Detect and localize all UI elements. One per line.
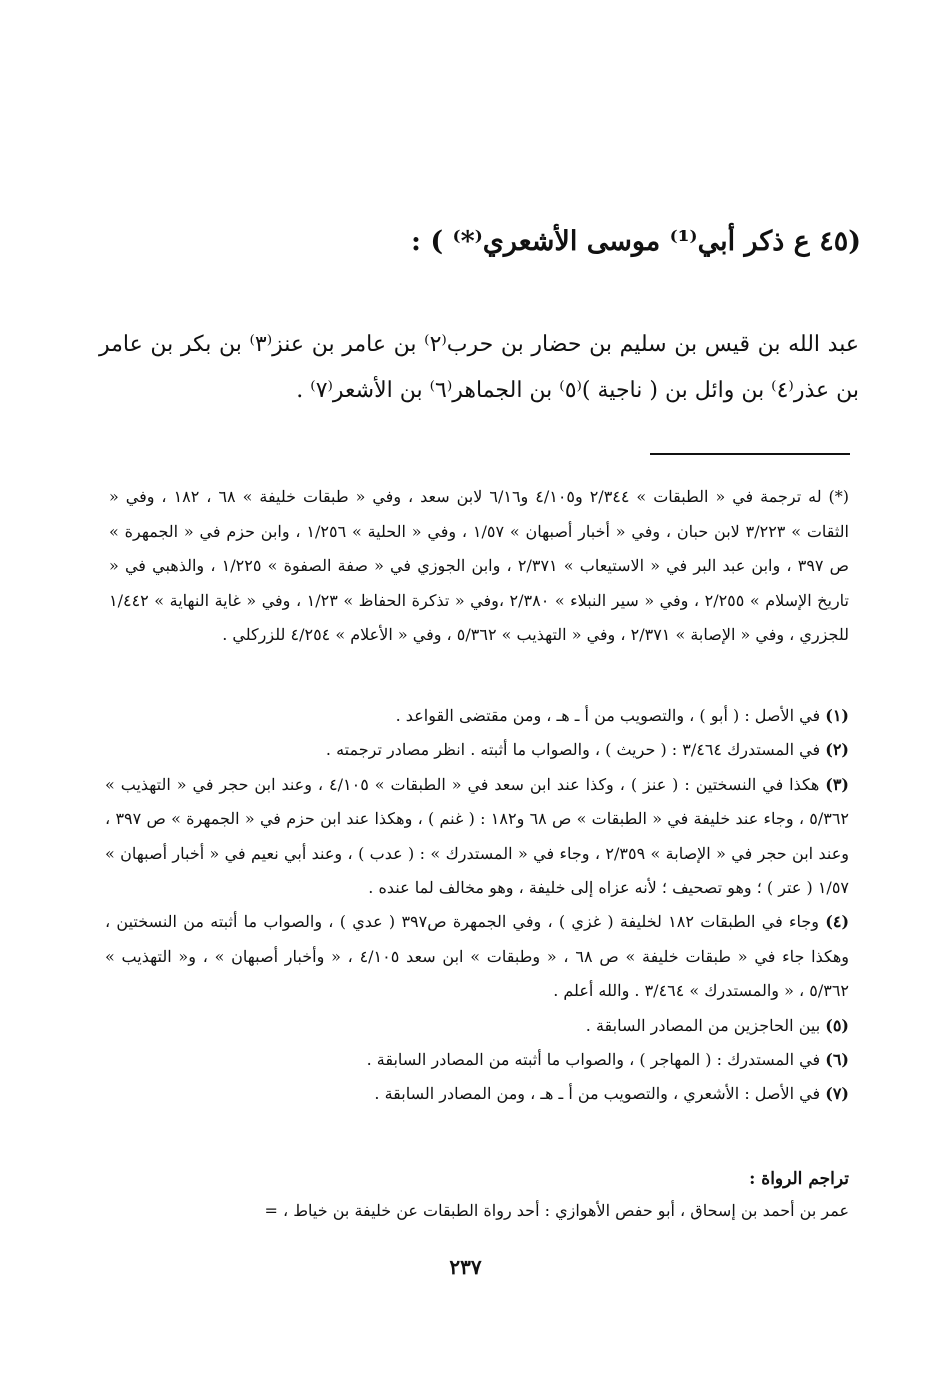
footnote-text: في المستدرك ٣/٤٦٤ : ( حريث ) ، والصواب ما أثبته . انظر مصادر ترجمته .	[325, 740, 821, 760]
footnote-item	[105, 1043, 849, 1077]
heading-open-paren: (	[848, 226, 861, 257]
footnote-item	[105, 905, 849, 1008]
footnote-text: وجاء في الطبقات ١٨٢ لخليفة ( غزي ) ، وفي الجمهرة ص٣٩٧ ( عدي ) ، والصواب ما أثبته من النسختين ، وهكذا جاء في « طبقات خليفة » ص ٦٨ ، « وطبقات » ابن سعد ٤/١٠٥ ، « وأخبار أصبهان » ، و« التهذيب » ٥/٣٦٢ ، « والمستدرك » ٣/٤٦٤ . والله أعلم .	[105, 912, 850, 1001]
footnote-text: هكذا في النسختين : ( عنز ) ، وكذا عند ابن سعد في « الطبقات » ٤/١٠٥ ، وعند ابن حجر في « التهذيب » ٥/٣٦٢ ، وجاء عند خليفة في « الطبقات » ص ٦٨ و١٨٢ : ( غنم ) ، وهكذا عند ابن حزم في « الجمهرة » ص ٣٩٧ ، وعند ابن حجر في « الإصابة » ٢/٣٥٩ ، وجاء في « المستدرك » : ( عدب ) ، وعند أبي نعيم في « أخبار أصبهان » ١/٥٧ ( عتر ) ؛ وهو تصحيف ؛ لأنه عزاه إلى خليفة ، وهو مخالف لما عنده .	[105, 774, 850, 898]
footnote-separator	[650, 453, 850, 455]
page-number: ٢٣٧	[449, 1255, 482, 1279]
footnote-text: في المستدرك : ( المهاجر ) ، والصواب ما أثبته من المصادر السابقة .	[366, 1050, 821, 1070]
heading-text: ع ذكر أبي⁽¹⁾ موسى الأشعري⁽*⁾ ) :	[411, 226, 810, 257]
footnote-item	[105, 768, 849, 906]
footnote-number: (٢)	[825, 740, 849, 760]
footnote-item	[105, 699, 849, 733]
footnote-number: (٤)	[825, 912, 850, 932]
narrators-text: عمر بن أحمد بن إسحاق ، أبو حفص الأهوازي : أحد رواة الطبقات عن خليفة بن خياط ، =	[264, 1201, 849, 1220]
footnote-item	[105, 1009, 849, 1043]
footnote-text: في الأصل : الأشعري ، والتصويب من أ ـ هـ ، ومن المصادر السابقة .	[374, 1084, 821, 1104]
footnotes-list	[105, 699, 849, 1112]
chapter-heading	[61, 220, 861, 264]
narrators-title: تراجم الرواة :	[749, 1169, 849, 1189]
footnote-number: (٦)	[825, 1050, 849, 1070]
star-footnote: (*) له ترجمة في « الطبقات » ٢/٣٤٤ و٤/١٠٥ و٦/١٦ لابن سعد ، وفي « طبقات خليفة » ٦٨ ، ١٨٢ ، وفي « الثقات » ٣/٢٢٣ لابن حبان ، وفي « أخبار أصبهان » ١/٥٧ ، وفي « الحلية » ١/٢٥٦ ، وابن حزم في « الجمهرة » ص ٣٩٧ ، وابن عبد البر في « الاستيعاب » ٢/٣٧١ ، وابن الجوزي في « صفة الصفوة » ١/٢٢٥ ، والذهبي في « تاريخ الإسلام » ٢/٢٥٥ ، وفي « سير النبلاء » ٢/٣٨٠ ،وفي « تذكرة الحفاظ » ١/٢٣ ، وفي « غاية النهاية » ١/٤٤٢ للجزري ، وفي « الإصابة » ٢/٣٧١ ، وفي « التهذيب » ٥/٣٦٢ ، وفي « الأعلام » ٤/٢٥٤ للزركلي .	[109, 487, 850, 644]
footnote-number: (١)	[825, 706, 849, 725]
footnote-number: (٥)	[825, 1015, 849, 1035]
footnote-number: (٧)	[825, 1084, 849, 1104]
heading-number: ٤٥	[819, 226, 849, 257]
footnote-text: في الأصل : ( أبو ) ، والتصويب من أ ـ هـ ، ومن مقتضى القواعد .	[395, 706, 821, 725]
lineage-paragraph: عبد الله بن قيس بن سليم بن حضار بن حرب⁽٢⁾ بن عامر بن عنز⁽٣⁾ بن بكر بن عامر بن عذر⁽٤⁾ بن وائل بن ( ناجية )⁽٥⁾ بن الجماهر⁽٦⁾ بن الأشعر⁽٧⁾ .	[99, 332, 859, 403]
footnote-item	[105, 733, 849, 767]
footnote-text: بين الحاجزين من المصادر السابقة .	[585, 1015, 821, 1035]
footnote-item	[105, 1077, 849, 1111]
footnote-number: (٣)	[825, 774, 849, 794]
